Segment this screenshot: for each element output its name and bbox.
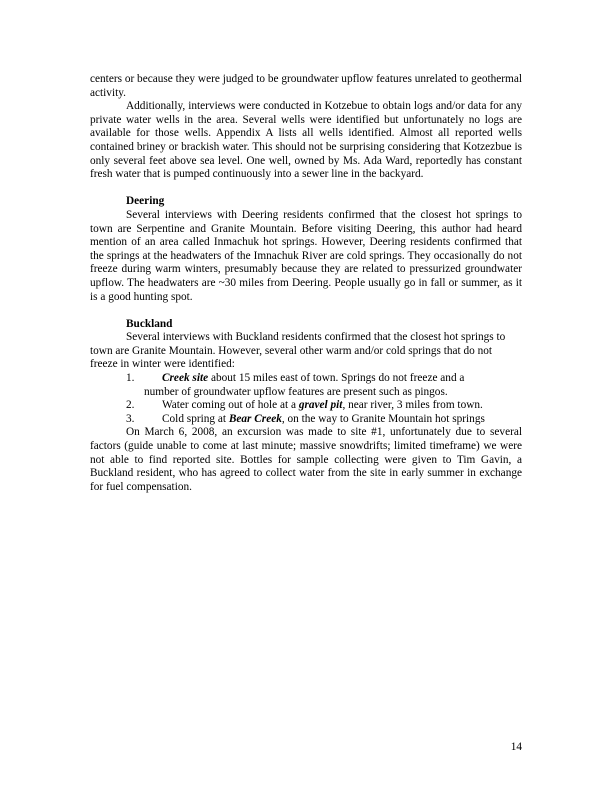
spacer <box>90 304 522 318</box>
deering-paragraph: Several interviews with Deering residents confirmed that the closest hot springs to town are Serpentine and Granite Mountain. Before visiting Deering, this author had heard mention of an area called Inmachuk hot springs. However, Deering residents confirmed that the springs at the headwaters of the Imnachuk River are cold springs. They occasionally do not freeze during warm winters, presumably because they are related to pressurized groundwater upflow. The headwaters are ~30 miles from Deering. People usually go in fall or summer, as it is a good hunting spot. <box>90 208 522 303</box>
page-number: 14 <box>510 741 522 753</box>
document-page <box>90 73 522 494</box>
list-item-text: Cold spring at Bear Creek, on the way to Granite Mountain hot springs <box>162 412 485 425</box>
section-heading-deering: Deering <box>126 195 165 208</box>
list-item <box>90 413 522 427</box>
list-item-text: Water coming out of hole at a gravel pit, near river, 3 miles from town. <box>162 399 483 412</box>
emphasis-gravel-pit: gravel pit <box>298 399 343 412</box>
list-item-number: 1. <box>126 372 135 385</box>
emphasis-creek-site: Creek site <box>162 372 209 385</box>
list-item-number: 2. <box>126 399 135 412</box>
list-item-text: Creek site about 15 miles east of town. Springs do not freeze and a <box>162 372 465 385</box>
buckland-closing-paragraph: On March 6, 2008, an excursion was made to site #1, unfortunately due to several factors (guide unable to come at last minute; massive snowdrifts; limited timeframe) we were not able to find reported site. Bottles for sample collecting were given to Tim Gavin, a Buckland resident, who has agreed to collect water from the site in early summer in exchange for fuel compensation. <box>90 426 522 493</box>
springs-list <box>90 372 522 426</box>
intro-paragraph-1: centers or because they were judged to be groundwater upflow features unrelated to geothermal activity. <box>90 73 522 99</box>
spacer <box>90 182 522 196</box>
list-item-continuation: number of groundwater upflow features are present such as pingos. <box>144 385 448 398</box>
list-item-number: 3. <box>126 412 135 425</box>
buckland-intro-paragraph: Several interviews with Buckland residents confirmed that the closest hot springs to town are Granite Mountain. However, several other warm and/or cold springs that do not freeze in winter were identified: <box>90 331 506 371</box>
list-item <box>90 399 522 413</box>
intro-paragraph-2: Additionally, interviews were conducted in Kotzebue to obtain logs and/or data for any private water wells in the area. Several wells were identified but unfortunately no logs are available for those wells. Appendix A lists all wells identified. Almost all reported wells contained briney or brackish water. This should not be surprising considering that Kotzezbue is only several feet above sea level. One well, owned by Ms. Ada Ward, reportedly has constant fresh water that is pumped continuously into a sewer line in the backyard. <box>90 100 522 181</box>
section-heading-buckland: Buckland <box>126 317 173 330</box>
list-item <box>90 372 522 386</box>
emphasis-bear-creek: Bear Creek <box>228 412 282 425</box>
